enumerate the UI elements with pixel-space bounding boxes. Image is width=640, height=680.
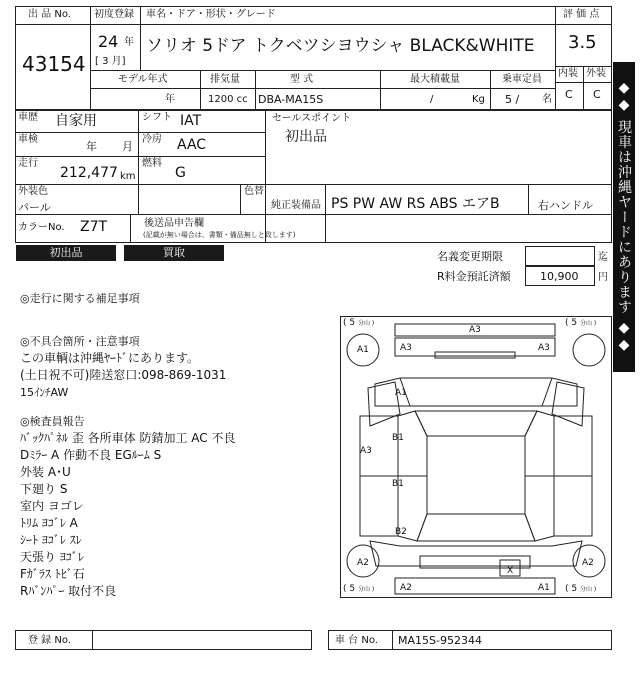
model-year-label: モデル年式 — [118, 74, 168, 85]
lot-label: 出 品 No. — [28, 9, 71, 20]
notes-block — [20, 290, 340, 600]
note-line: 15ｲﾝﾁAW — [20, 386, 69, 399]
note-line: ◎検査員報告 — [20, 415, 85, 428]
sales-point-label: セールスポイント — [272, 113, 352, 124]
damage-a3-left: A3 — [400, 343, 412, 353]
reg-no-label: 登 録 No. — [28, 635, 71, 646]
front-right-tread: ( 5 分山 ) — [565, 318, 597, 328]
name-change-label: 名義変更期限 — [437, 250, 503, 263]
damage-a1-bottom: A1 — [538, 583, 550, 593]
max-load-label: 最大積載量 — [410, 74, 460, 85]
note-line: この車輌は沖縄ﾔｰﾄﾞにあります。 — [20, 351, 200, 365]
damage-a3-top: A3 — [469, 325, 481, 335]
name-change-field — [525, 246, 595, 266]
sales-point-value: 初出品 — [285, 129, 327, 145]
rear-right-tread: ( 5 分山 ) — [565, 584, 597, 594]
model-year-unit: 年 — [165, 94, 175, 105]
type-label: 型 式 — [290, 74, 314, 85]
inspection-label: 車検 — [18, 134, 38, 145]
max-load-unit: Kg — [472, 94, 485, 105]
front-right-door — [525, 411, 554, 476]
ext-color-value: パール — [18, 201, 51, 214]
damage-x-mark: X — [507, 566, 514, 576]
damage-a2-right: A2 — [582, 558, 594, 568]
rear-panel — [370, 541, 582, 566]
inspection-month: 月 — [122, 140, 133, 153]
note-line: 外装 A･U — [20, 465, 71, 479]
shift-label: シフト — [142, 112, 172, 123]
recycle-value: 10,900 — [540, 270, 579, 283]
ac-label: 冷房 — [142, 134, 162, 145]
mileage-label: 走行 — [18, 158, 38, 169]
type-value: DBA-MA15S — [258, 93, 324, 106]
first-listing-tag: 初出品 — [16, 245, 116, 261]
displacement-label: 排気量 — [210, 74, 240, 85]
color-no-label: カラーNo. — [18, 222, 65, 233]
note-line: (土日祝不可)陸送窓口:098-869-1031 — [20, 368, 227, 382]
buy-tag: 買取 — [124, 245, 224, 261]
equipment-value: PS PW AW RS ABS エアB — [331, 196, 500, 212]
damage-a3-right: A3 — [538, 343, 550, 353]
capacity-value: 5 / — [505, 93, 520, 106]
note-line: Rﾊﾞﾝﾊﾟｰ 取付不良 — [20, 584, 117, 598]
damage-a3-side: A3 — [360, 446, 372, 456]
note-line: ｼｰﾄ ﾖｺﾞﾚ ｽﾚ — [20, 533, 82, 547]
first-reg-label: 初度登録 — [94, 9, 134, 20]
year-unit: 年 — [124, 37, 134, 48]
damage-a2-left: A2 — [357, 558, 369, 568]
car-name: ソリオ 5ドア トクベツシヨウシャ BLACK&WHITE — [146, 36, 535, 56]
note-line: Dﾐﾗｰ A 作動不良 EGﾙｰﾑ S — [20, 448, 162, 462]
grade-value: 3.5 — [568, 32, 597, 53]
handle-value: 右ハンドル — [538, 199, 593, 212]
note-line — [20, 401, 340, 413]
rear-glass — [417, 514, 535, 541]
note-line: ﾄﾘﾑ ﾖｺﾞﾚ A — [20, 516, 78, 530]
damage-b2: B2 — [395, 527, 407, 537]
color-no-value: Z7T — [80, 219, 108, 235]
max-load-slash: / — [430, 94, 434, 105]
car-diagram — [340, 316, 612, 598]
note-line: 天張り ﾖｺﾞﾚ — [20, 550, 84, 564]
capacity-unit: 名 — [542, 94, 552, 105]
name-label: 車名・ドア・形状・グレード — [146, 9, 276, 20]
front-bumper — [395, 338, 555, 356]
lot-number: 43154 — [22, 52, 86, 76]
mileage-unit: km — [120, 171, 136, 182]
note-line: 下廻り S — [20, 482, 68, 496]
note-line: ◎走行に関する補足事項 — [20, 292, 140, 305]
windshield — [415, 411, 537, 436]
damage-a1-fender: A1 — [395, 388, 407, 398]
mileage-value: 212,477 — [60, 165, 118, 181]
shift-value: IAT — [180, 113, 202, 129]
recycle-label: R料金預託済額 — [437, 270, 511, 283]
recycle-unit: 円 — [598, 272, 608, 283]
chassis-no-value: MA15S-952344 — [398, 634, 482, 647]
history-label: 車歴 — [18, 112, 38, 123]
damage-b1-rear: B1 — [392, 479, 404, 489]
inspection-year: 年 — [86, 140, 97, 153]
fuel-label: 燃料 — [142, 158, 162, 169]
note-line: Fｶﾞﾗｽ ﾄﾋﾞ石 — [20, 567, 85, 581]
roof — [427, 436, 525, 514]
first-reg-year: 24 — [98, 32, 119, 51]
report-sub: (記載が無い場合は、書類・備品無しと致します) — [143, 231, 296, 239]
ac-value: AAC — [177, 137, 207, 153]
grade-label: 評 価 点 — [563, 9, 600, 20]
interior-grade: C — [565, 88, 573, 101]
note-line: 室内 ヨゴレ — [20, 499, 84, 513]
rear-left-tread: ( 5 分山 ) — [343, 584, 375, 594]
history-value: 自家用 — [55, 113, 97, 129]
note-line — [20, 321, 340, 333]
damage-a1-left: A1 — [357, 345, 369, 355]
displacement-value: 1200 cc — [208, 94, 248, 105]
note-line: ◎不具合箇所・注意事項 — [20, 335, 140, 348]
capacity-label: 乗車定員 — [502, 74, 542, 85]
front-right-tire — [573, 334, 605, 366]
rear-right-door — [525, 476, 554, 541]
name-change-unit: 迄 — [598, 252, 608, 263]
front-left-tread: ( 5 分山 ) — [343, 318, 375, 328]
exterior-label: 外装 — [586, 68, 606, 79]
note-line: ﾊﾞｯｸﾊﾟﾈﾙ 歪 各所車体 防錆加工 AC 不良 — [20, 431, 236, 445]
exterior-grade: C — [593, 88, 601, 101]
color-change-label: 色替 — [244, 186, 264, 197]
grille — [435, 352, 515, 358]
interior-label: 内装 — [558, 68, 578, 79]
damage-a2-bottom: A2 — [400, 583, 412, 593]
rear-bumper — [395, 578, 555, 594]
damage-b1-front: B1 — [392, 433, 404, 443]
fuel-value: G — [175, 165, 186, 181]
side-banner: ◆◆ 現車は沖縄ヤードにあります ◆◆ — [613, 62, 635, 372]
report-label: 後送品申告欄 — [144, 218, 204, 229]
equipment-label: 純正装備品 — [271, 200, 321, 211]
note-line — [20, 307, 340, 321]
chassis-no-label: 車 台 No. — [335, 635, 378, 646]
first-reg-month: [ 3 月] — [95, 56, 126, 67]
ext-color-label: 外装色 — [18, 186, 48, 197]
front-left-door — [398, 411, 427, 476]
front-right-fender — [552, 382, 584, 426]
